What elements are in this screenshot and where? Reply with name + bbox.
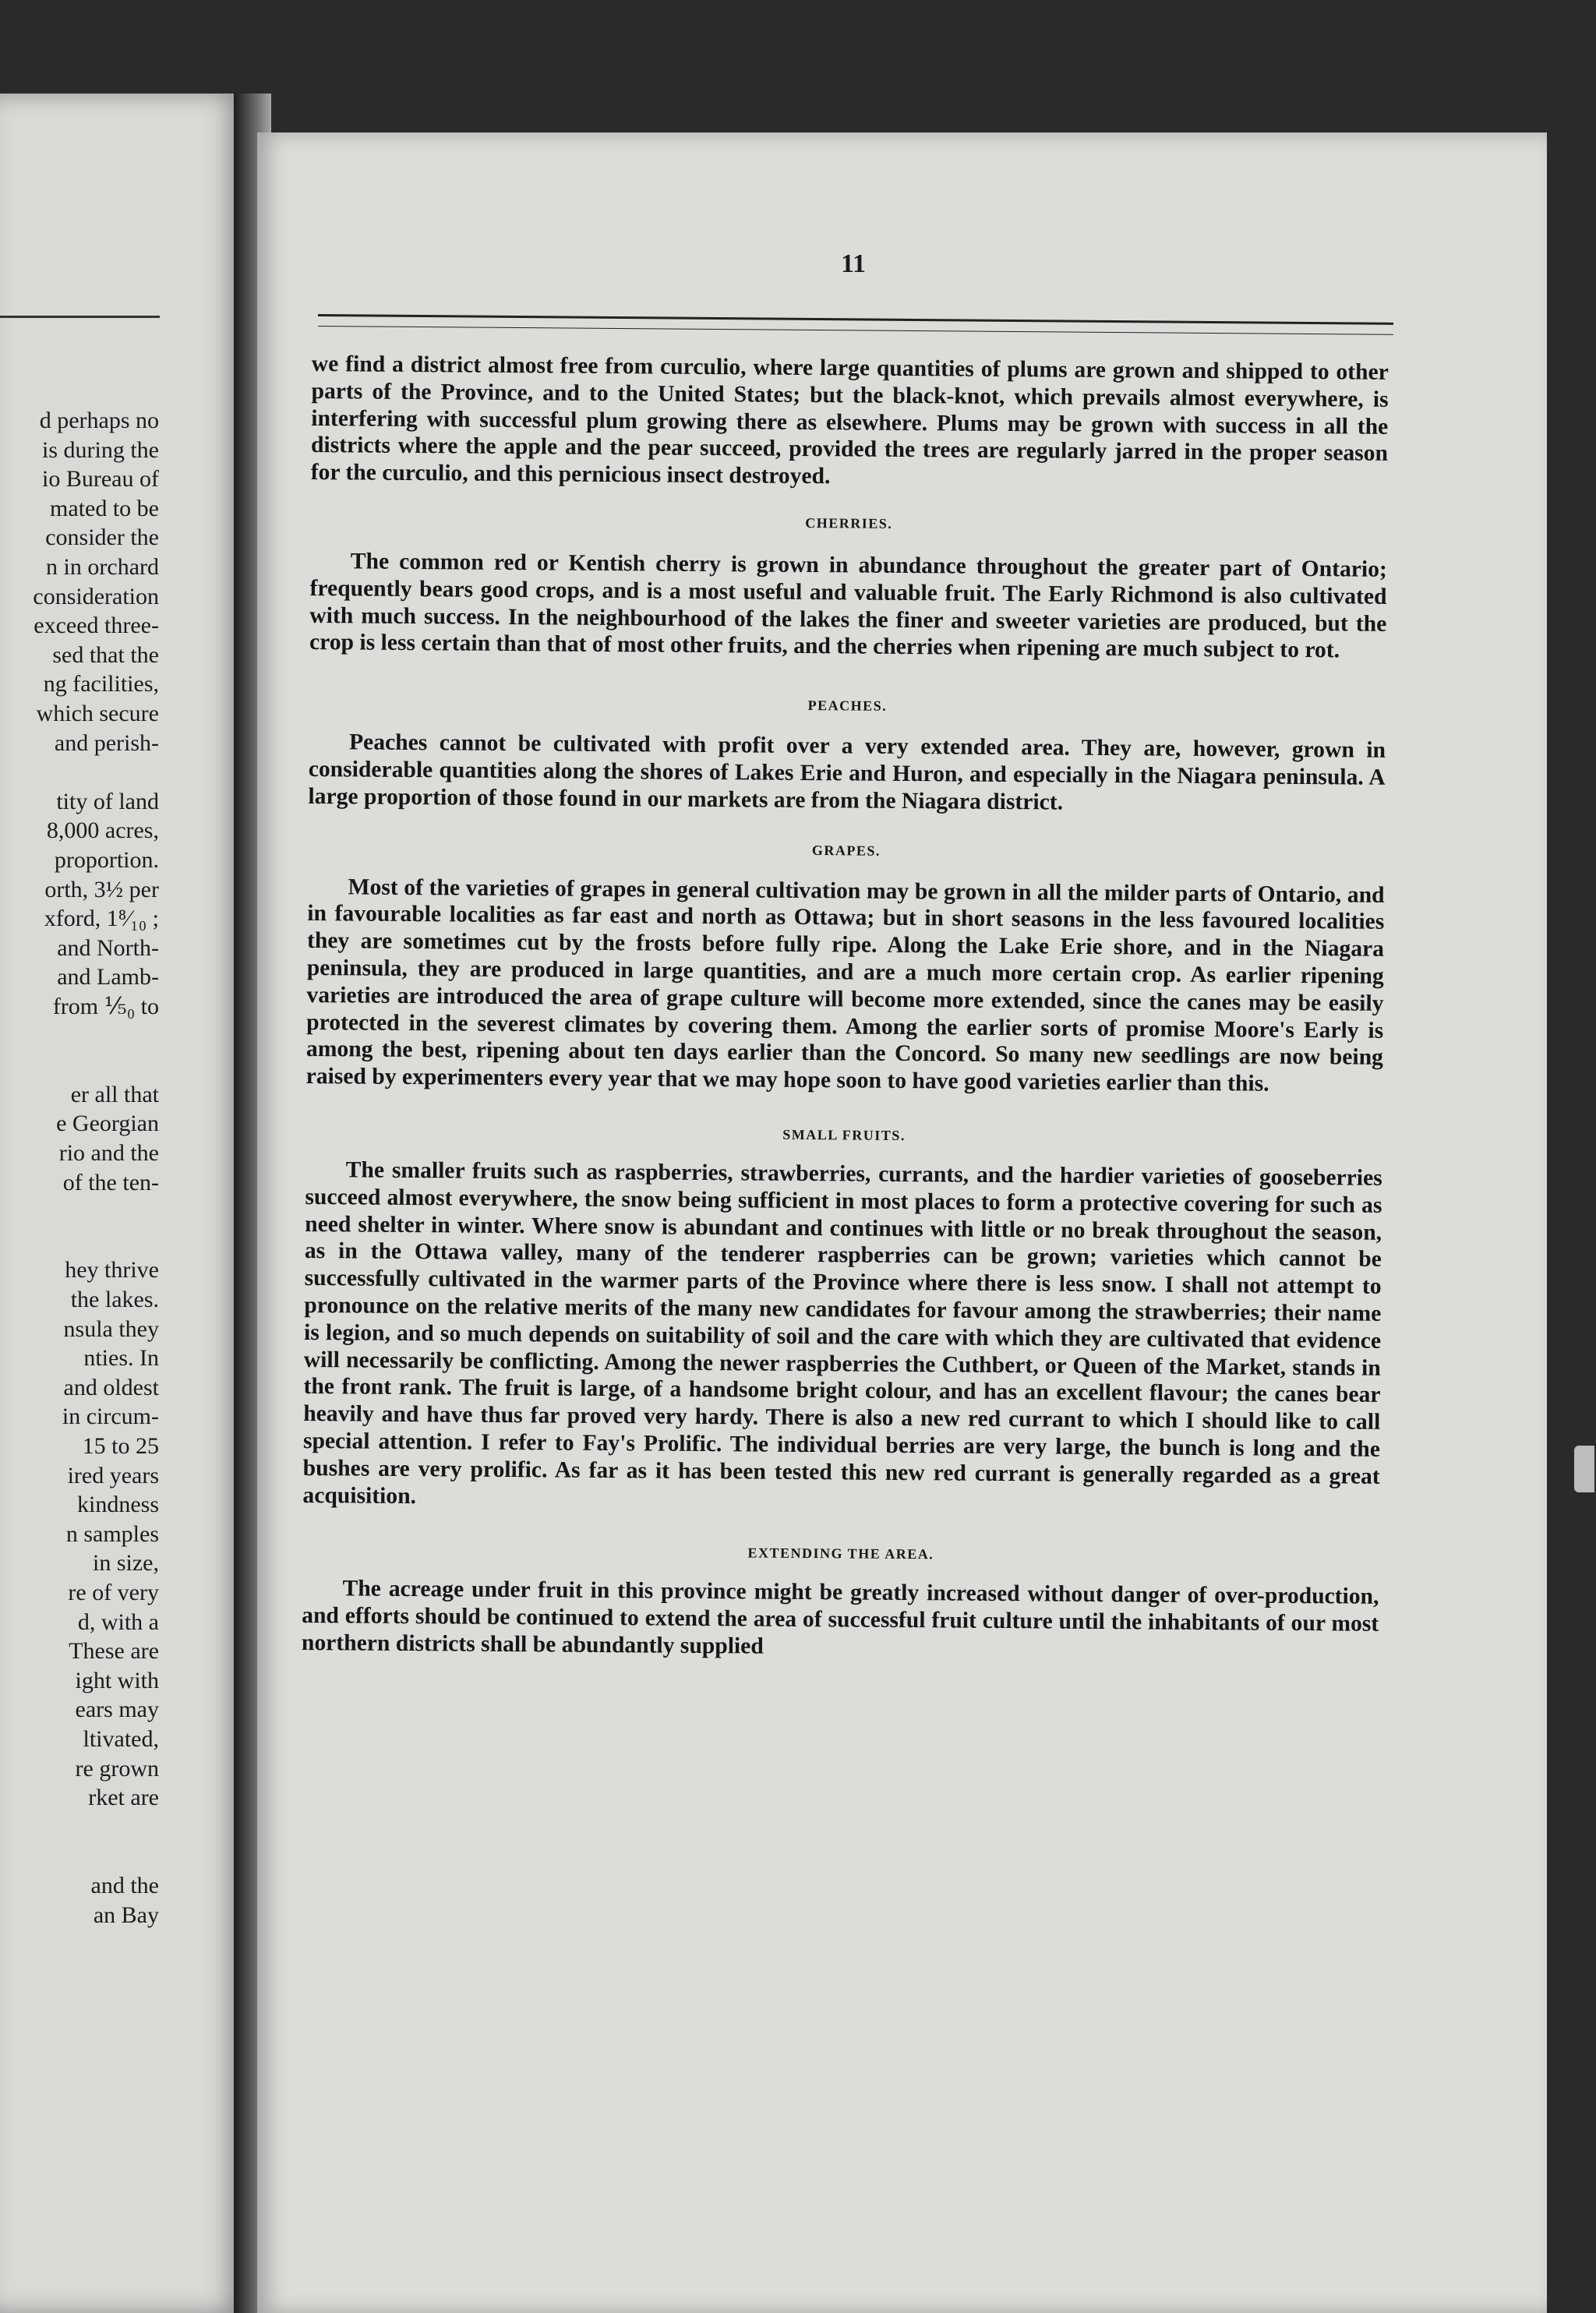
left-page-line: ight with: [75, 1667, 159, 1693]
left-page-line: d perhaps no: [39, 408, 159, 433]
left-page-line: er all that: [70, 1081, 159, 1107]
heading-small-fruits: SMALL FRUITS.: [782, 1126, 906, 1143]
left-page-line: These are: [69, 1638, 159, 1665]
left-page-line: proportion.: [54, 847, 159, 873]
heading-peaches: PEACHES.: [807, 697, 888, 714]
paragraph-peaches: Peaches cannot be cultivated with profit over a very extended area. They are, however, grown in considerable quantities along the shores of Lakes Erie and Huron, and especially in the Niagara peninsula. A large proportion of those found in our markets are from the Niagara district.: [308, 729, 1386, 815]
left-page-line: of the ten-: [62, 1169, 159, 1195]
left-page-line: hey thrive: [65, 1257, 159, 1284]
paragraph-extending-the-area: The acreage under fruit in this province might be greatly increased without danger of over-production, and efforts should be continued to extend the area of successful fruit culture until the inhabitants of our most northern districts shall be abundantly supplied: [301, 1576, 1379, 1659]
left-page-line: sed that the: [52, 641, 159, 668]
left-page-line: consideration: [33, 583, 159, 609]
left-page-line: in size,: [93, 1550, 159, 1577]
text-column: [302, 351, 1389, 1665]
page-number: 11: [840, 249, 867, 278]
left-page-line: is during the: [42, 436, 159, 463]
page-clip: [1574, 1446, 1594, 1492]
left-page-header-rule: [0, 316, 160, 318]
left-page-line: nties. In: [83, 1345, 159, 1372]
left-page-line: ng facilities,: [43, 671, 159, 697]
left-page-line: from ⅕₀ to: [52, 994, 159, 1019]
paragraph-grapes: Most of the varieties of grapes in general cultivation may be grown in all the milder parts of Ontario, and in favourable localities as far east and north as Ottawa; but in short seasons in the less favoured localities they are sometimes cut by the frosts before fully ripe. Along the Lake Erie shore, and in the Niagara peninsula, they are produced in large quantities, and are a much more certain crop. As earlier ripening varieties are introduced the area of grape culture will become more extended, since the canes may be easily protected in the severest climates by covering them. Among the earlier sorts of promise Moore's Early is among the best, ripening about ten days earlier than the Concord. So many new seedlings are now being raised by experimenters every year that we may hope soon to have good varieties earlier than this.: [305, 874, 1385, 1096]
left-page-line: and perish-: [54, 729, 159, 756]
left-page-line: d, with a: [77, 1609, 159, 1635]
left-page-line: re grown: [75, 1755, 159, 1782]
left-page-line: re of very: [68, 1580, 159, 1605]
left-page-line: consider the: [45, 524, 159, 551]
left-page-line: exceed three-: [34, 613, 159, 639]
left-page-line: and the: [90, 1873, 159, 1898]
left-page-line: 8,000 acres,: [46, 817, 159, 844]
paragraph-intro: we find a district almost free from curculio, where large quantities of plums are grown and shipped to other parts of the Province, and to the United States; but the black-knot, which prevails almost everywhere, is interfering with successful plum growing there as elsewhere. Plums may be grown with success in all the districts where the apple and the pear succeed, provided the trees are regularly jarred in the proper season for the curculio, and this pernicious insect destroyed.: [310, 351, 1389, 489]
left-page-line: orth, 3½ per: [44, 876, 159, 902]
left-page-line: tity of land: [56, 788, 159, 814]
left-page-line: n in orchard: [46, 554, 159, 580]
left-page-line: the lakes.: [70, 1287, 159, 1312]
heading-cherries: CHERRIES.: [805, 514, 893, 531]
left-page-line: mated to be: [50, 495, 159, 521]
left-page-line: io Bureau of: [42, 466, 159, 493]
left-page-line: ears may: [75, 1697, 159, 1723]
left-page-line: in circum-: [62, 1404, 159, 1430]
left-page-line: rio and the: [58, 1140, 159, 1166]
heading-grapes: GRAPES.: [811, 842, 881, 859]
heading-extending-the-area: EXTENDING THE AREA.: [747, 1545, 934, 1563]
left-page-line: nsula they: [63, 1315, 159, 1342]
left-page-line: and North-: [57, 934, 159, 961]
left-page-line: kindness: [77, 1492, 159, 1518]
left-page-line: xford, 1⁸⁄₁₀ ;: [44, 906, 159, 932]
left-page-line: 15 to 25: [82, 1433, 159, 1459]
left-page-line: which secure: [36, 701, 159, 726]
left-facing-page: [0, 94, 243, 2313]
left-page-line: and oldest: [63, 1374, 159, 1400]
left-page-line: ired years: [67, 1462, 159, 1488]
paragraph-cherries: The common red or Kentish cherry is grown in abundance throughout the greater part of Ontario; frequently bears good crops, and is a most useful and valuable fruit. The Early Richmond is also cultivated with much success. In the neighbourhood of the lakes the finer and sweeter varieties are produced, but the crop is less certain than that of most other fruits, and the cherries when ripening are much subject to rot.: [309, 549, 1387, 663]
left-page-line: e Georgian: [56, 1111, 159, 1137]
left-page-line: rket are: [88, 1785, 159, 1811]
left-page-line: and Lamb-: [57, 964, 159, 991]
paragraph-small-fruits: The smaller fruits such as raspberries, strawberries, currants, and the hardier varieties of gooseberries succeed almost everywhere, the snow being sufficient in most places to form a protective covering for such as need shelter in winter. Where snow is abundant and continues with little or no break throughout the season, as in the Ottawa valley, many of the tenderer raspberries can be grown; varieties which cannot be successfully cultivated in the warmer parts of the Province where there is less snow. I shall not attempt to pronounce on the relative merits of the many new candidates for favour among the strawberries; their name is legion, and so much depends on suitability of soil and the care with which they are cultivated that evidence will necessarily be conflicting. Among the newer raspberries the Cuthbert, or Queen of the Market, stands in the front rank. The fruit is large, of a handsome bright colour, and has an excellent flavour; the canes bear heavily and have thus far proved very hardy. There is also a new red currant to which I should like to call special attention. I refer to Fay's Prolific. The individual berries are very large, the bunch is long and the bushes are very prolific. As far as it has been tested this new red currant is generally regarded as a great acquisition.: [302, 1157, 1382, 1509]
left-page-line: an Bay: [93, 1902, 159, 1928]
left-page-line: n samples: [65, 1520, 159, 1547]
left-page-line: ltivated,: [83, 1726, 159, 1752]
